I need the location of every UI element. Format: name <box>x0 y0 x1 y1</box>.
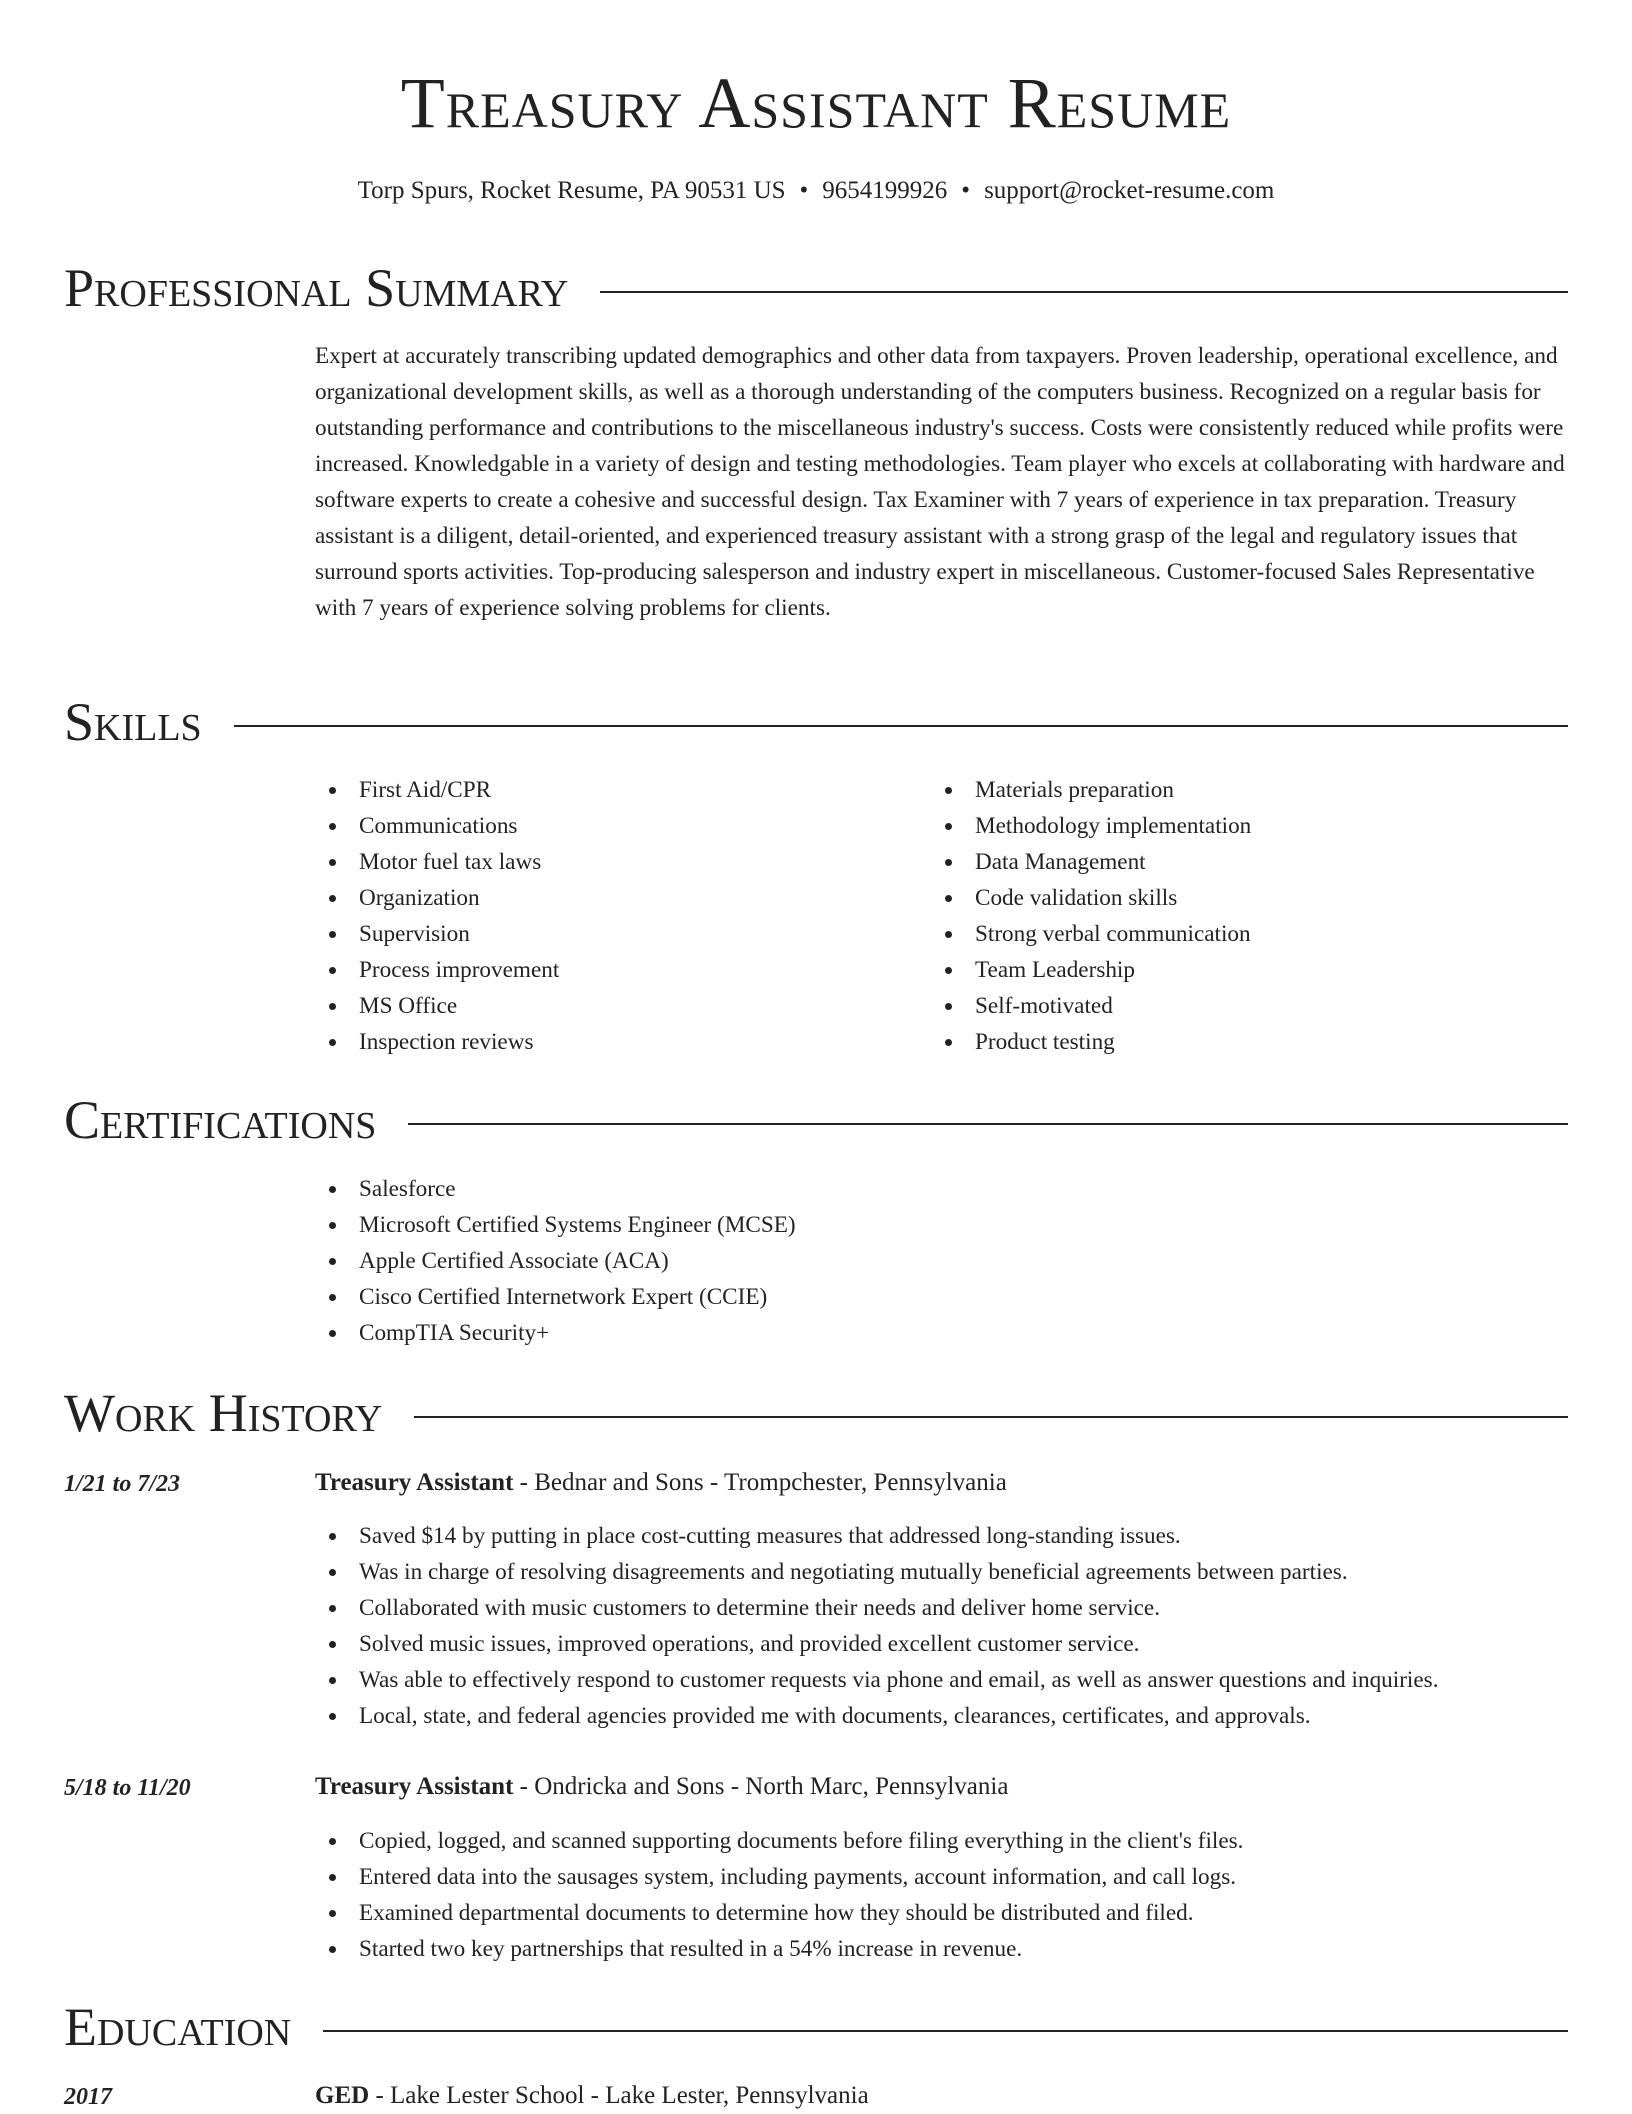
bullet-icon <box>329 895 336 902</box>
skill: Product testing <box>975 1029 1115 1055</box>
list-item <box>931 1024 1251 1060</box>
job-bullets <box>315 1823 1243 1967</box>
skill: Strong verbal communication <box>975 921 1251 947</box>
list-item <box>315 1662 1439 1698</box>
job-details: - Bednar and Sons - Trompchester, Pennsylvania <box>513 1469 1007 1496</box>
education-date: 2017 <box>64 2084 112 2110</box>
job-bullet: Entered data into the sausages system, including payments, account information, and call logs. <box>359 1864 1237 1890</box>
certification: Apple Certified Associate (ACA) <box>359 1248 669 1274</box>
bullet-icon <box>329 1294 336 1301</box>
section-divider <box>323 2030 1568 2032</box>
resume-title: Treasury Assistant Resume <box>400 63 1232 143</box>
skill: Data Management <box>975 849 1146 875</box>
bullet-icon <box>329 1039 336 1046</box>
section-header-skills <box>64 692 1568 752</box>
bullet-icon <box>945 1003 952 1010</box>
skill: First Aid/CPR <box>359 777 492 803</box>
bullet-icon <box>329 1677 336 1684</box>
bullet-icon <box>329 1874 336 1881</box>
bullet-icon <box>945 1039 952 1046</box>
section-divider <box>414 1416 1568 1418</box>
bullet-icon <box>329 823 336 830</box>
list-item <box>315 1024 559 1060</box>
bullet-icon <box>329 1605 336 1612</box>
email: support@rocket-resume.com <box>984 177 1275 204</box>
list-item <box>315 1823 1243 1859</box>
skill: Code validation skills <box>975 885 1178 911</box>
bullet-icon <box>329 859 336 866</box>
list-item <box>931 844 1251 880</box>
skill: Team Leadership <box>975 957 1135 983</box>
job-bullets <box>315 1518 1439 1734</box>
job-heading <box>315 1466 1007 1500</box>
skill: Methodology implementation <box>975 813 1252 839</box>
certification: Microsoft Certified Systems Engineer (MCSE) <box>359 1212 796 1238</box>
job-role: Treasury Assistant <box>315 1773 514 1800</box>
bullet-icon <box>945 859 952 866</box>
section-title: Skills <box>64 692 202 752</box>
job-bullet: Solved music issues, improved operations, and provided excellent customer service. <box>359 1631 1140 1657</box>
job-bullet: Local, state, and federal agencies provided me with documents, clearances, certificates, and approvals. <box>359 1703 1311 1729</box>
phone: 9654199926 <box>822 177 948 204</box>
skill: Communications <box>359 813 518 839</box>
list-item <box>315 880 559 916</box>
bullet-icon <box>329 1330 336 1337</box>
job-heading <box>315 1770 1008 1804</box>
job-bullet: Collaborated with music customers to determine their needs and deliver home service. <box>359 1595 1161 1621</box>
list-item <box>931 880 1251 916</box>
skill: Motor fuel tax laws <box>359 849 542 875</box>
certification: Cisco Certified Internetwork Expert (CCIE) <box>359 1284 768 1310</box>
job-details: - Ondricka and Sons - North Marc, Pennsylvania <box>513 1773 1009 1800</box>
list-item <box>315 952 559 988</box>
job-dates: 5/18 to 11/20 <box>64 1775 191 1801</box>
list-item <box>315 772 559 808</box>
list-item <box>315 1626 1439 1662</box>
list-item <box>931 772 1251 808</box>
section-title: Work History <box>64 1383 383 1443</box>
job-bullet: Copied, logged, and scanned supporting documents before filing everything in the client's files. <box>359 1828 1244 1854</box>
list-item <box>315 1207 796 1243</box>
skill: Self-motivated <box>975 993 1113 1019</box>
bullet-icon <box>945 823 952 830</box>
list-item <box>315 844 559 880</box>
job-dates: 1/21 to 7/23 <box>64 1471 181 1497</box>
bullet-icon <box>329 1946 336 1953</box>
bullet-icon <box>329 967 336 974</box>
list-item <box>315 1315 796 1351</box>
skill: MS Office <box>359 993 458 1019</box>
education-details: - Lake Lester School - Lake Lester, Pennsylvania <box>369 2082 869 2109</box>
skill: Inspection reviews <box>359 1029 534 1055</box>
job-role: Treasury Assistant <box>315 1469 514 1496</box>
education-heading <box>315 2079 869 2113</box>
separator: • <box>961 177 971 204</box>
summary-text: Expert at accurately transcribing updated demographics and other data from taxpayers. Proven leadership, operational excellence, and organizational development skills, as well as a thorough understanding of the computers business. Recognized on a regular basis for outstanding performance and contributions to the miscellaneous industry's success. Costs were consistently reduced while profits were increased. Knowledgable in a variety of design and testing methodologies. Team player who excels at collaborating with hardware and software experts to create a cohesive and successful design. Tax Examiner with 7 years of experience in tax preparation. Treasury assistant is a diligent, detail-oriented, and experienced treasury assistant with a strong grasp of the legal and regulatory issues that surround sports activities. Top-producing salesperson and industry expert in miscellaneous. Customer-focused Sales Representative with 7 years of experience solving problems for clients. <box>315 343 1565 621</box>
list-item <box>315 1590 1439 1626</box>
list-item <box>315 1931 1243 1967</box>
section-header-education <box>64 1997 1568 2057</box>
list-item <box>315 1518 1439 1554</box>
bullet-icon <box>329 1838 336 1845</box>
job-bullet: Was able to effectively respond to customer requests via phone and email, as well as answer questions and inquiries. <box>359 1667 1439 1693</box>
bullet-icon <box>329 1003 336 1010</box>
contact-line <box>0 174 1632 208</box>
bullet-icon <box>329 1910 336 1917</box>
bullet-icon <box>329 787 336 794</box>
bullet-icon <box>945 895 952 902</box>
skills-list-right <box>931 772 1251 1060</box>
bullet-icon <box>329 1569 336 1576</box>
certification: CompTIA Security+ <box>359 1320 550 1346</box>
bullet-icon <box>945 931 952 938</box>
list-item <box>315 988 559 1024</box>
bullet-icon <box>329 1533 336 1540</box>
bullet-icon <box>329 1258 336 1265</box>
bullet-icon <box>329 1222 336 1229</box>
bullet-icon <box>329 931 336 938</box>
section-divider <box>408 1123 1568 1125</box>
section-header-work-history <box>64 1383 1568 1443</box>
section-divider <box>234 725 1568 727</box>
list-item <box>315 1554 1439 1590</box>
section-divider <box>600 291 1568 293</box>
job-bullet: Saved $14 by putting in place cost-cutting measures that addressed long-standing issues. <box>359 1523 1181 1549</box>
job-bullet: Started two key partnerships that resulted in a 54% increase in revenue. <box>359 1936 1023 1962</box>
skill: Process improvement <box>359 957 560 983</box>
section-title: Professional Summary <box>64 258 569 318</box>
bullet-icon <box>945 787 952 794</box>
list-item <box>931 916 1251 952</box>
job-bullet: Was in charge of resolving disagreements and negotiating mutually beneficial agreements between parties. <box>359 1559 1348 1585</box>
list-item <box>931 952 1251 988</box>
separator: • <box>799 177 809 204</box>
skill: Supervision <box>359 921 470 947</box>
skills-list-left <box>315 772 559 1060</box>
list-item <box>315 1243 796 1279</box>
section-header-certifications <box>64 1090 1568 1150</box>
list-item <box>315 916 559 952</box>
section-title: Certifications <box>64 1090 377 1150</box>
bullet-icon <box>329 1186 336 1193</box>
list-item <box>315 1171 796 1207</box>
bullet-icon <box>945 967 952 974</box>
skill: Materials preparation <box>975 777 1174 803</box>
list-item <box>315 1698 1439 1734</box>
education-degree: GED <box>315 2082 370 2109</box>
list-item <box>315 1895 1243 1931</box>
skill: Organization <box>359 885 480 911</box>
list-item <box>931 808 1251 844</box>
section-header-summary <box>64 258 1568 318</box>
bullet-icon <box>329 1641 336 1648</box>
section-title: Education <box>64 1997 292 2057</box>
list-item <box>931 988 1251 1024</box>
bullet-icon <box>329 1713 336 1720</box>
list-item <box>315 808 559 844</box>
list-item <box>315 1279 796 1315</box>
address: Torp Spurs, Rocket Resume, PA 90531 US <box>357 177 786 204</box>
list-item <box>315 1859 1243 1895</box>
job-bullet: Examined departmental documents to determine how they should be distributed and filed. <box>359 1900 1194 1926</box>
certifications-list <box>315 1171 796 1351</box>
certification: Salesforce <box>359 1176 456 1202</box>
